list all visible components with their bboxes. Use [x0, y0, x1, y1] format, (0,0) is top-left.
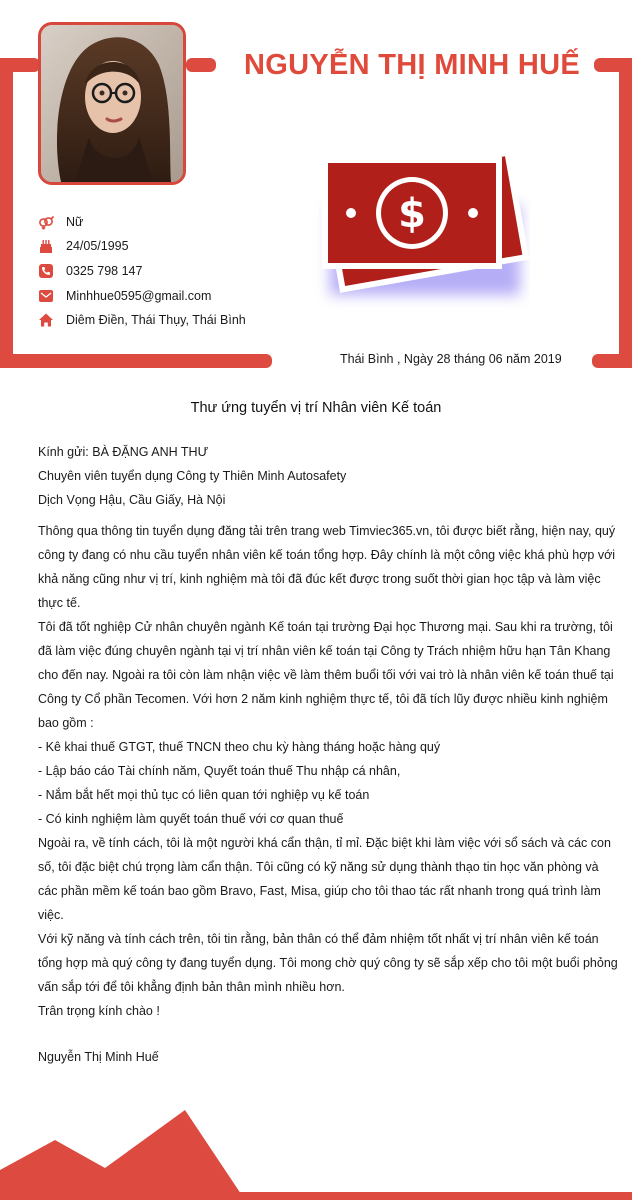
body-line: - Nắm bắt hết mọi thủ tục có liên quan tới nghiệp vụ kế toán [38, 788, 370, 802]
body-line: việc. [38, 908, 64, 922]
birthday-text: 24/05/1995 [66, 239, 129, 253]
profile-photo [38, 22, 186, 185]
body-line: đã làm việc đúng chuyên ngành tại vị trí nhân viên kế toán tại Công ty Trách nhiệm hữu hạn Tân Khang [38, 644, 611, 658]
birthday-cake-icon [38, 238, 54, 254]
frame-left-bar [0, 58, 13, 368]
contact-birthday [38, 237, 129, 255]
body-line: Với kỹ năng và tính cách trên, tôi tin rằng, bản thân có thể đảm nhiệm tốt nhất vị trí nhân viên kế toán [38, 932, 599, 946]
body-line: công ty đang có nhu cầu tuyển nhân viên kế toán tổng hợp. Đây chính là một công việc khá phù hợp với [38, 548, 616, 562]
place-date: Thái Bình , Ngày 28 tháng 06 năm 2019 [340, 352, 562, 366]
home-icon [38, 312, 54, 328]
address-text: Diêm Điền, Thái Thụy, Thái Bình [66, 313, 246, 327]
body-line: Thông qua thông tin tuyển dụng đăng tải trên trang web Timviec365.vn, tôi được biết rằng, hiện nay, quý [38, 524, 616, 538]
frame-right-bar [619, 58, 632, 368]
recipient-block [38, 440, 598, 512]
email-icon [38, 288, 54, 304]
body-line: cho đến nay. Ngoài ra tôi còn làm nhận việc về làm thêm buổi tối với vai trò là nhân viên kế toán thuế tại [38, 668, 614, 682]
contact-address [38, 311, 246, 329]
body-line: tổng hợp mà quý công ty đang tuyển dụng. Tôi mong chờ quý công ty sẽ sắp xếp cho tôi một buổi phỏng [38, 956, 618, 970]
body-line: các phần mềm kế toán bao gồm Bravo, Fast, Misa, giúp cho tôi thao tác rất nhanh trong quá trình làm [38, 884, 601, 898]
contact-phone [38, 262, 142, 280]
contact-email [38, 287, 211, 305]
recipient-line: Kính gửi: BÀ ĐẶNG ANH THƯ [38, 445, 209, 459]
body-line: Công ty Cổ phần Tecomen. Với hơn 2 năm kinh nghiệm thực tế, tôi đã tích lũy được nhiều kinh nghiệm [38, 692, 608, 706]
gender-text: Nữ [66, 215, 84, 229]
body-line: số, tôi đặc biệt chú trọng làm cẩn thận. Tôi cũng có kỹ năng sử dụng thành thạo tin học văn phòng và [38, 860, 599, 874]
frame-bottom-right-bar [592, 354, 632, 368]
dollar-sign-icon: $ [398, 191, 426, 237]
candidate-name: NGUYỄN THỊ MINH HUẾ [244, 49, 580, 81]
body-line: Trân trọng kính chào ! [38, 1004, 160, 1018]
body-line: - Kê khai thuế GTGT, thuế TNCN theo chu kỳ hàng tháng hoặc hàng quý [38, 740, 441, 754]
frame-top-middle-bar [186, 58, 216, 72]
email-text: Minhhue0595@gmail.com [66, 289, 212, 303]
gender-icon [38, 214, 54, 230]
body-line: khả năng cũng như vị trí, kinh nghiệm mà tôi đã đúc kết được trong suốt thời gian học tập và làm việc [38, 572, 601, 586]
portrait-illustration [41, 25, 183, 182]
recipient-line: Chuyên viên tuyển dụng Công ty Thiên Minh Autosafety [38, 469, 347, 483]
signature-name: Nguyễn Thị Minh Huế [38, 1050, 159, 1064]
body-line: Tôi đã tốt nghiệp Cử nhân chuyên ngành Kế toán tại trường Đại học Thương mại. Sau khi ra trường, tôi [38, 620, 613, 634]
front-bill [322, 157, 502, 269]
body-line: - Có kinh nghiệm làm quyết toán thuế với cơ quan thuế [38, 812, 344, 826]
recipient-line: Dịch Vọng Hậu, Cầu Giấy, Hà Nội [38, 493, 226, 507]
phone-icon [38, 263, 54, 279]
contact-gender [38, 213, 83, 231]
phone-text: 0325 798 147 [66, 264, 143, 278]
bottom-decoration [0, 1100, 632, 1200]
letter-body [38, 519, 618, 1023]
body-line: - Lập báo cáo Tài chính năm, Quyết toán thuế Thu nhập cá nhân, [38, 764, 401, 778]
letter-title: Thư ứng tuyển vị trí Nhân viên Kế toán [190, 400, 442, 416]
body-line: Ngoài ra, về tính cách, tôi là một người khá cẩn thận, tỉ mỉ. Đặc biệt khi làm việc với sổ sách và các con [38, 836, 611, 850]
body-line: vấn sắp tới để tôi khẳng định bản thân mình nhiều hơn. [38, 980, 345, 994]
body-line: thực tế. [38, 596, 81, 610]
money-bill-illustration [300, 135, 530, 310]
body-line: bao gồm : [38, 716, 94, 730]
frame-bottom-left-bar [0, 354, 272, 368]
